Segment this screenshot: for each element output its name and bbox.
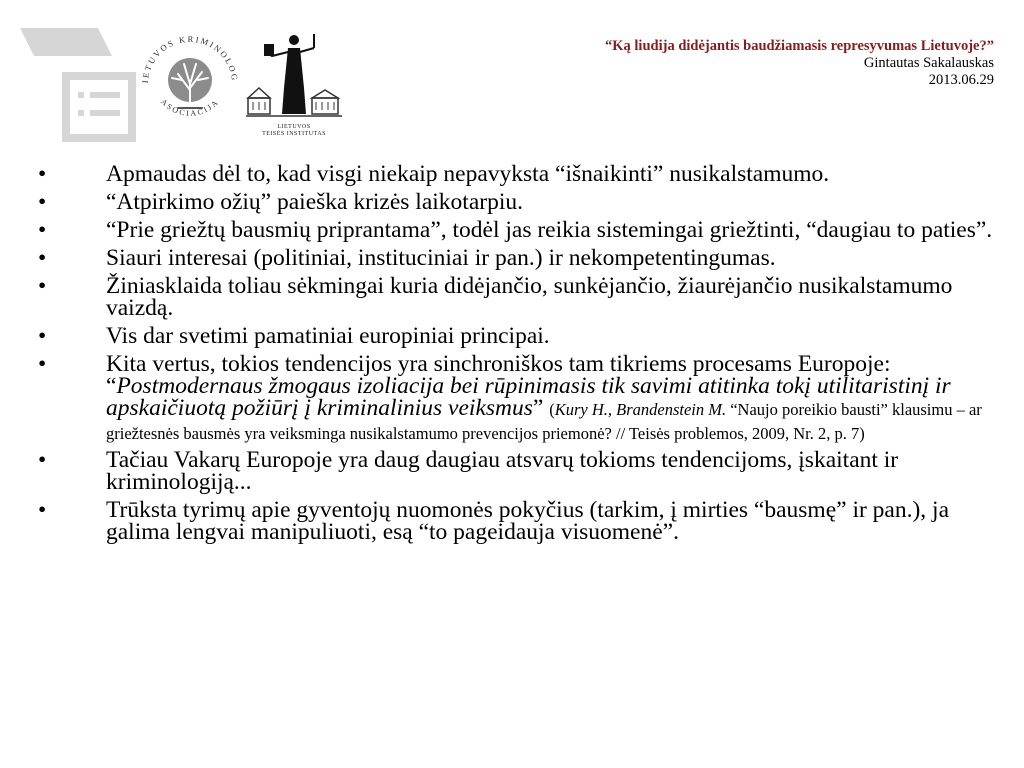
bullet-icon: •	[38, 217, 47, 243]
bullet-quote-close: ”	[532, 395, 550, 421]
header-info	[605, 38, 994, 89]
reference-authors: Kury H., Brandenstein M.	[554, 400, 727, 419]
list-item: • Vis dar svetimi pamatiniai europiniai principai.	[38, 323, 550, 349]
list-item: • Trūksta tyrimų apie gyventojų nuomonės pokyčius (tarkim, į mirties “bausmę” ir pan.), ja galima lengvai manipuliuoti, esą “to pageidauja visuomenė”.	[38, 497, 950, 545]
reference-source: “Naujo poreikio bausti” klausimu – ar griežtesnės bausmės yra veiksminga nusikalstamumo prevencijos priemonė? // Teisės problemos, 2009, Nr. 2, p. 7)	[106, 400, 982, 443]
reference-open: (	[549, 400, 555, 419]
bullet-icon: •	[38, 323, 47, 349]
bullet-icon: •	[38, 273, 47, 299]
bullet-quote: Postmodernaus žmogaus izoliacija bei rūpinimasis tik savimi atitinka tokį utilitaristinį ir apskaičiuotą požiūrį į kriminalinius veiksmus	[106, 373, 951, 421]
bullet-intro: Kita vertus, tokios tendencijos yra sinchroniškos tam tikriems procesams Europoje: “	[106, 351, 891, 399]
bullet-icon: •	[38, 161, 47, 187]
justice-figure-icon	[244, 28, 344, 124]
list-item: • Apmaudas dėl to, kad visgi niekaip nepavyksta “išnaikinti” nusikalstamumo.	[38, 161, 830, 187]
list-item: • Siauri interesai (politiniai, instituciniai ir pan.) ir nekompetentingumas.	[38, 245, 776, 271]
presentation-date: 2013.06.29	[928, 72, 994, 88]
list-item: • Žiniasklaida toliau sėkmingai kuria didėjančio, sunkėjančio, žiaurėjančio nusikalstamumo vaizdą.	[38, 273, 953, 321]
list-item: • “Prie griežtų bausmių priprantama”, todėl jas reikia sistemingai griežtinti, “daugiau to paties”.	[38, 217, 993, 243]
bullet-icon: •	[38, 245, 47, 271]
bullet-icon: •	[38, 447, 47, 473]
logo-institute-line2: TEISĖS INSTITUTAS	[262, 131, 326, 137]
bullet-icon: •	[38, 497, 47, 523]
list-item: • Tačiau Vakarų Europoje yra daug daugiau atsvarų tokioms tendencijoms, įskaitant ir kriminologiją...	[38, 447, 899, 495]
law-institute-logo	[244, 28, 344, 140]
list-item	[38, 353, 1018, 443]
bullet-list	[38, 163, 1018, 549]
slide-layout-icon	[20, 28, 140, 146]
talk-title: “Ką liudija didėjantis baudžiamasis represyvumas Lietuvoje?”	[605, 38, 994, 54]
logo-institute-line1: LIETUVOS	[277, 124, 311, 130]
logo-arc-text: IETUVOS KRIMINOLOG	[139, 33, 241, 84]
list-item: • “Atpirkimo ožių” paieška krizės laikotarpiu.	[38, 189, 523, 215]
criminologists-association-logo	[134, 28, 246, 140]
bullet-icon: •	[38, 351, 47, 377]
logo-bottom-text: ASOCIACIJA	[159, 97, 221, 119]
tree-logo-icon	[168, 58, 212, 108]
author-name: Gintautas Sakalauskas	[863, 55, 994, 71]
bullet-icon: •	[38, 189, 47, 215]
